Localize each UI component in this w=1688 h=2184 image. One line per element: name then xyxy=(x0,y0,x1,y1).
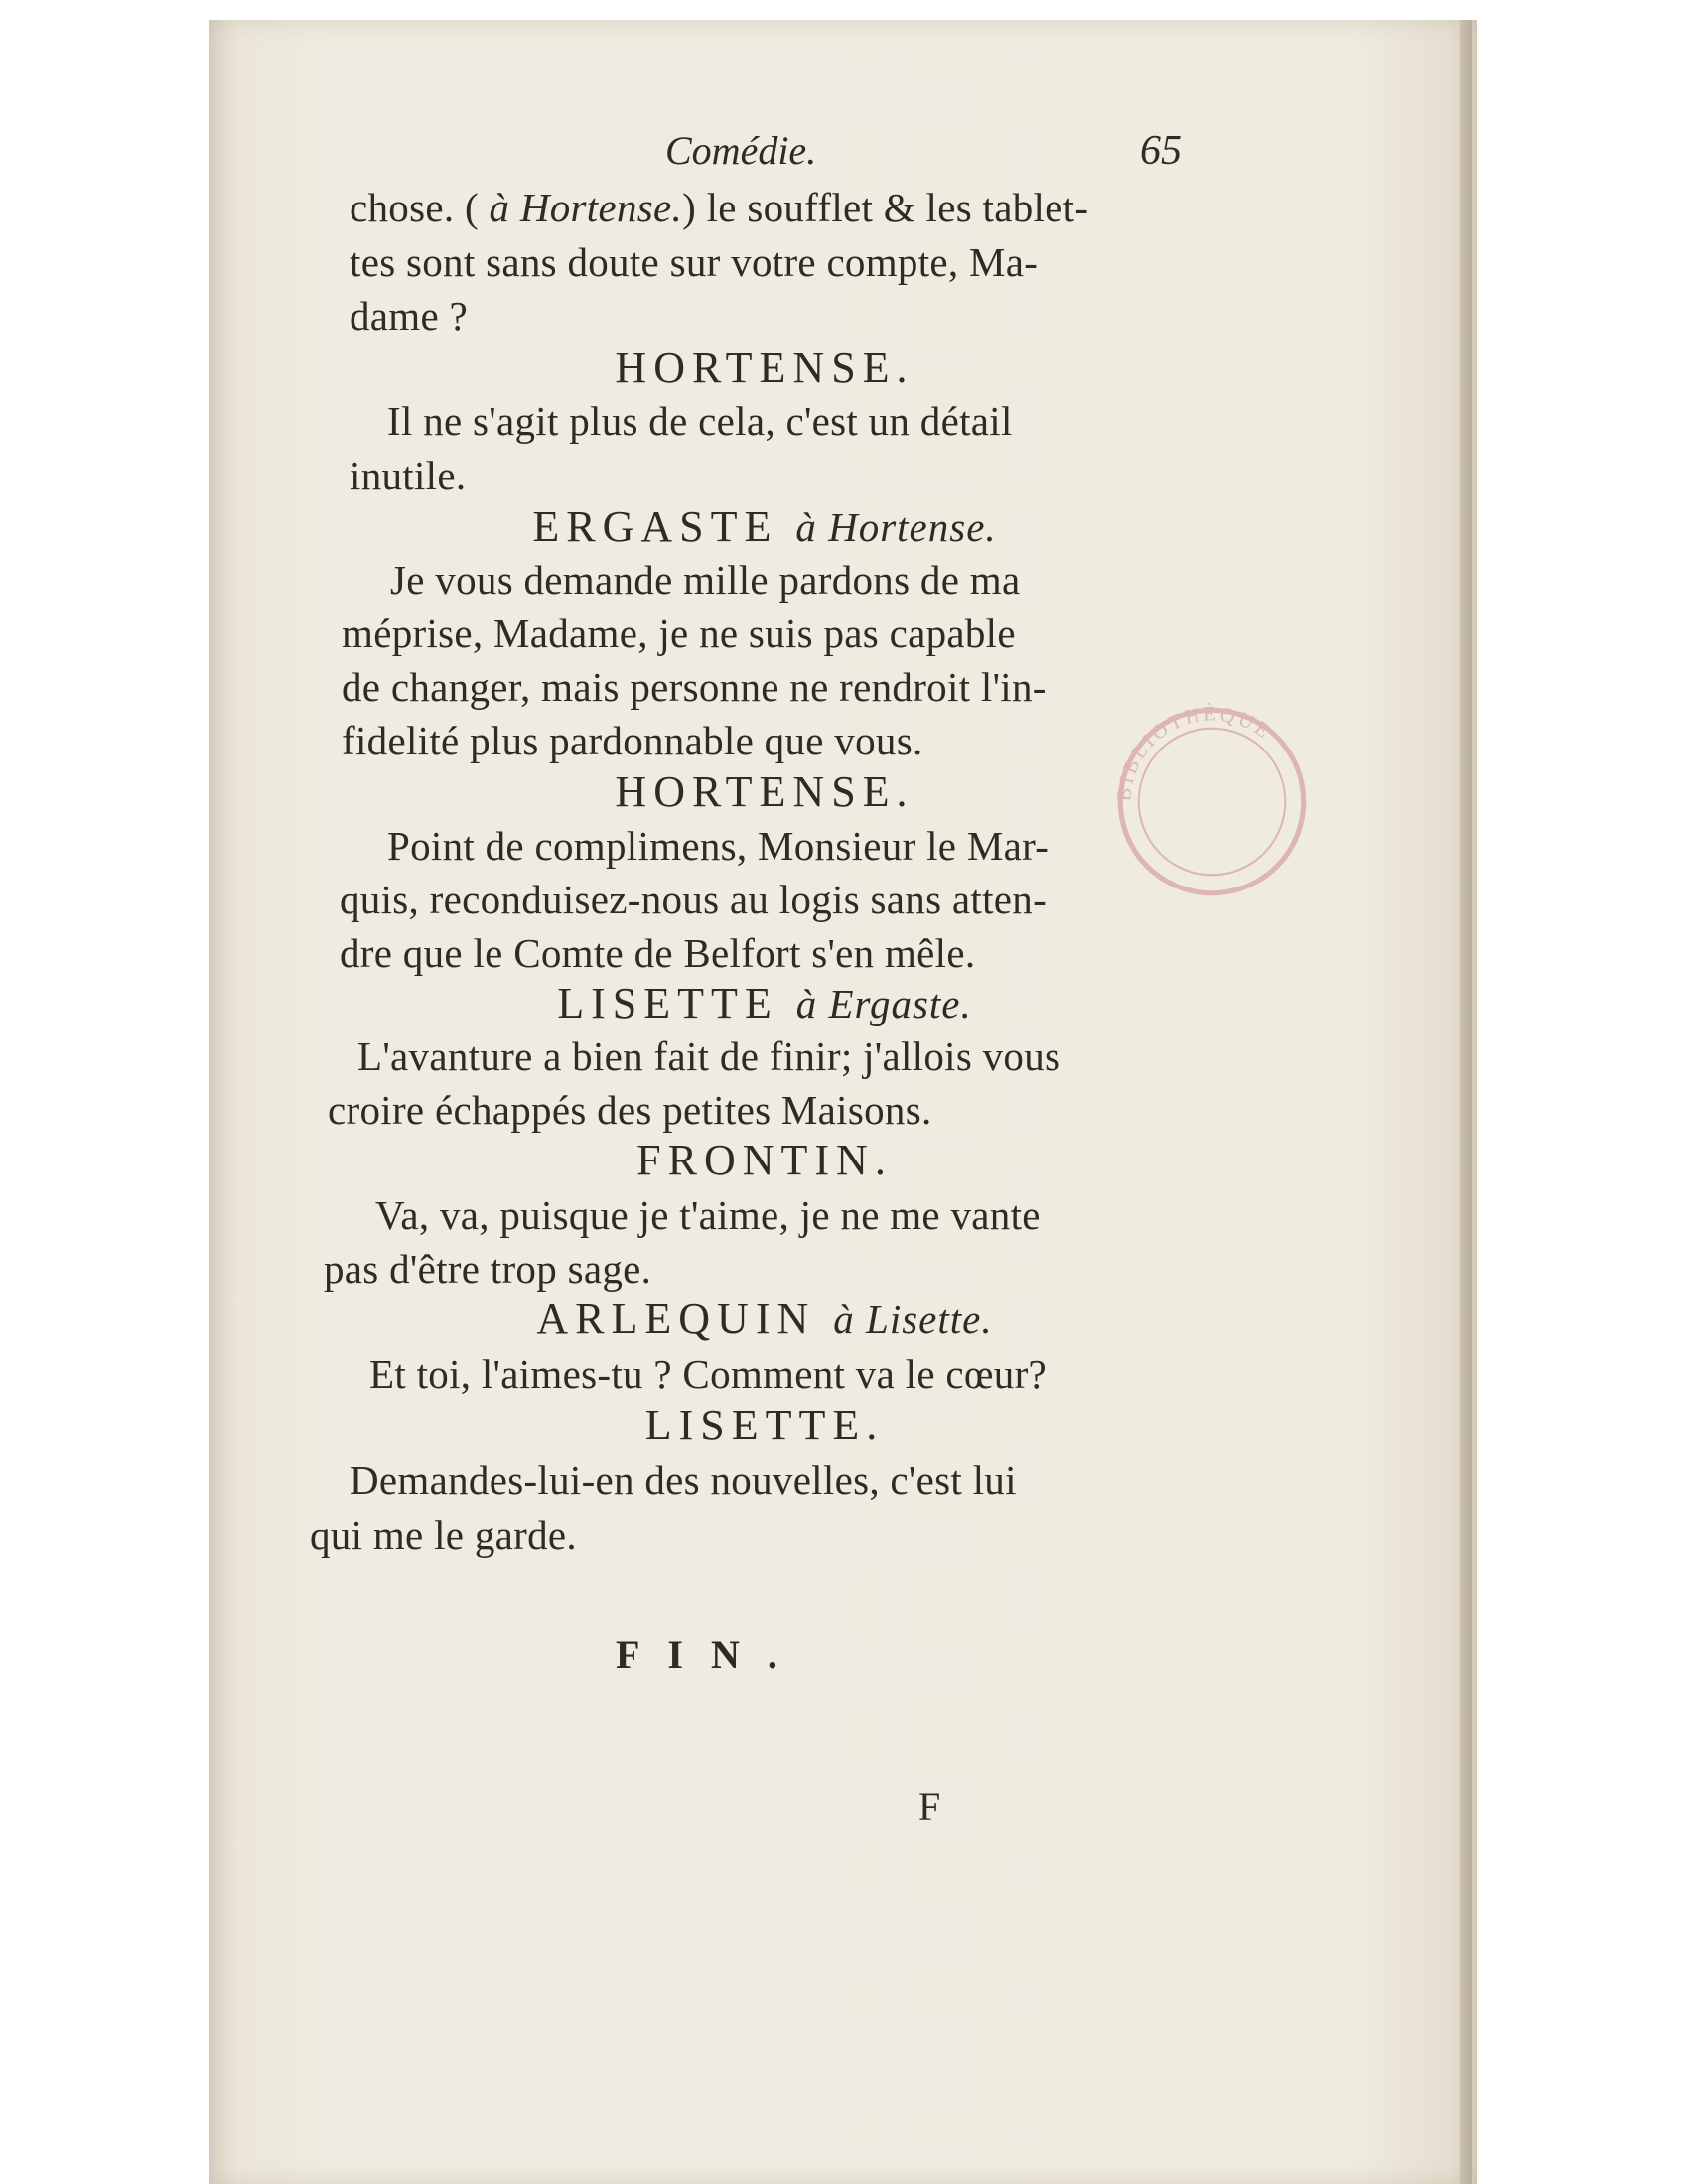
text-line: méprise, Madame, je ne suis pas capable xyxy=(342,611,1016,656)
signature-mark: F xyxy=(918,1784,941,1829)
library-stamp xyxy=(1110,700,1314,903)
stamp-text: BIBLIOTHÈQUE xyxy=(1113,703,1276,803)
text-line: chose. ( à Hortense.) le soufflet & les tablet- xyxy=(350,185,1089,230)
speaker-heading: FRONTIN. xyxy=(636,1136,893,1184)
running-head: Comédie. xyxy=(665,128,817,173)
page-number: 65 xyxy=(1140,128,1182,174)
text-line: Demandes-lui-en des nouvelles, c'est lui xyxy=(350,1457,1017,1503)
speaker-heading: HORTENSE. xyxy=(615,767,914,816)
speaker-heading: LISETTE. xyxy=(644,1401,885,1449)
speaker-heading: ARLEQUIN à Lisette. xyxy=(536,1295,993,1343)
text-line: pas d'être trop sage. xyxy=(324,1246,652,1292)
text-line: tes sont sans doute sur votre compte, Ma- xyxy=(350,239,1039,285)
text-line: croire échappés des petites Maisons. xyxy=(328,1087,932,1133)
text-line: dre que le Comte de Belfort s'en mêle. xyxy=(340,930,976,976)
text-line: quis, reconduisez-nous au logis sans atten- xyxy=(340,877,1048,922)
speaker-heading: HORTENSE. xyxy=(615,343,914,392)
text-line: L'avanture a bien fait de finir; j'allois vous xyxy=(357,1033,1061,1079)
text-line: Point de complimens, Monsieur le Mar- xyxy=(387,823,1050,869)
text-line: Et toi, l'aimes-tu ? Comment va le cœur? xyxy=(369,1351,1048,1397)
text-line: inutile. xyxy=(350,453,467,498)
text-line: fidelité plus pardonnable que vous. xyxy=(342,718,923,763)
text-line: dame ? xyxy=(350,293,469,339)
page-edge xyxy=(1460,20,1472,2184)
text-line: Je vous demande mille pardons de ma xyxy=(390,557,1021,603)
speaker-heading: ERGASTE à Hortense. xyxy=(532,502,997,551)
text-line: Il ne s'agit plus de cela, c'est un détail xyxy=(387,398,1013,444)
text-line: de changer, mais personne ne rendroit l'in- xyxy=(342,664,1047,710)
fin-mark: FIN. xyxy=(616,1632,805,1677)
text-line: Va, va, puisque je t'aime, je ne me vante xyxy=(375,1192,1041,1238)
speaker-heading: LISETTE à Ergaste. xyxy=(557,979,972,1027)
text-line: qui me le garde. xyxy=(310,1512,577,1558)
